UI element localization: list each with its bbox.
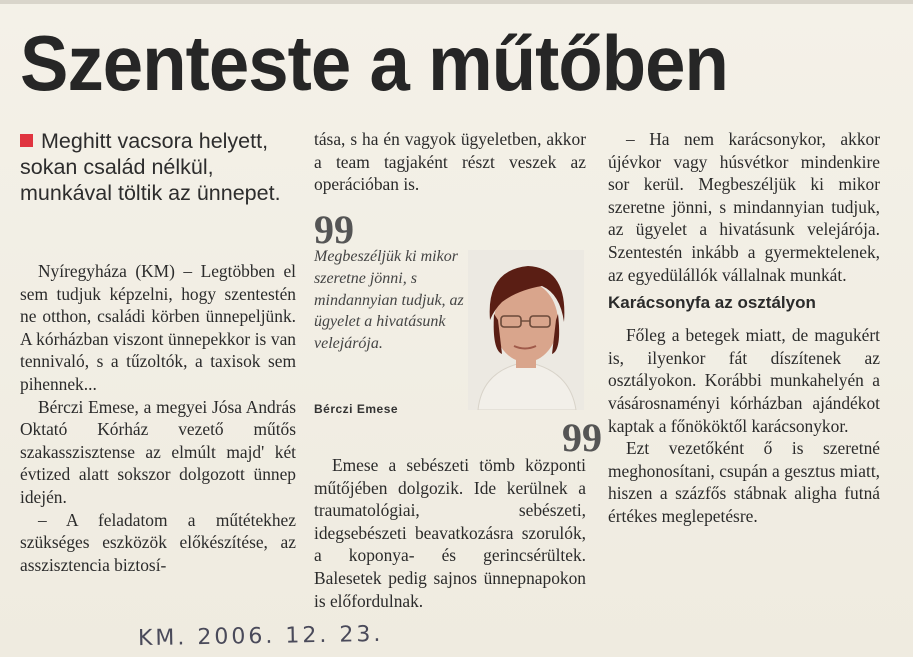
col2-top-paragraph: tása, s ha én vagyok ügyeletben, akkor a team tagjaként részt veszek az operációban is. <box>314 129 586 195</box>
lead-text: Meghitt vacsora helyett, sokan család nélkül, munkával töltik az ünnepet. <box>20 129 281 205</box>
portrait-photo <box>468 250 584 410</box>
col3-paragraph-3: Ezt vezetőként ő is szeretné meghonosítani, csupán a gesztus miatt, hiszen a százfős stábnak aligha futná értékes meglepetésre. <box>608 438 880 526</box>
column-3 <box>608 128 880 528</box>
close-quote-mark: 99 <box>562 415 602 460</box>
lead-paragraph <box>20 128 300 206</box>
column-2-bottom <box>314 454 586 612</box>
headline: Szenteste a műtőben <box>20 19 728 107</box>
col1-paragraph-3: – A feladatom a műtétekhez szükséges eszközök előkészítése, az asszisztencia biztosí- <box>20 509 296 575</box>
column-1 <box>20 260 296 576</box>
photo-caption: Bérczi Emese <box>314 402 399 416</box>
subheading: Karácsonyfa az osztályon <box>608 293 816 313</box>
col1-paragraph-2: Bérczi Emese, a megyei Jósa András Oktató Kórház vezető műtős szakasszisztense az elmúlt majd' két évtized alatt sokszor dolgozott ünnep idején. <box>20 396 296 507</box>
pull-quote-text: Megbeszéljük ki mikor szeretne jönni, s mindannyian tudjuk, az ügyelet a hivatásunk velejárója. <box>314 248 464 353</box>
col2-bottom-paragraph: Emese a sebészeti tömb központi műtőjében dolgozik. Ide kerülnek a traumatológiai, sebészeti, idegsebészeti beavatkozásra szorulók, a koponya- és gerincsérültek. Balesetek pedig sajnos ünnepnapokon is előfordulnak. <box>314 455 586 611</box>
col3-paragraph-2: Főleg a betegek miatt, de magukért is, ilyenkor fát díszítenek az osztályokon. Korábbi munkahelyén a vásárosnaményi kórházban ajándékot kaptak a főnököktől karácsonykor. <box>608 325 880 436</box>
col3-paragraph-1: – Ha nem karácsonykor, akkor újévkor vagy húsvétkor mindenkire sor kerül. Megbeszéljük ki mikor szeretne jönni, s mindannyian tudjuk, az ügyelet a hivatásunk velejárója. Szentestén inkább a gyermektelenek, az egyedülállók vállalnak munkát. <box>608 129 880 285</box>
handwritten-date-note: KM. 2006. 12. 23. <box>137 621 384 652</box>
red-square-icon <box>20 134 33 147</box>
column-2 <box>314 128 586 196</box>
portrait-image <box>468 250 584 410</box>
open-quote-mark: 99 <box>314 207 354 252</box>
col1-paragraph-1: Nyíregyháza (KM) – Legtöbben el sem tudjuk képzelni, hogy szentestén ne otthon, családi körben ünnepeljünk. A kórházban viszont ünnepekkor is van tennivaló, s a tűzoltók, a taxisok sem pihennek... <box>20 261 296 394</box>
